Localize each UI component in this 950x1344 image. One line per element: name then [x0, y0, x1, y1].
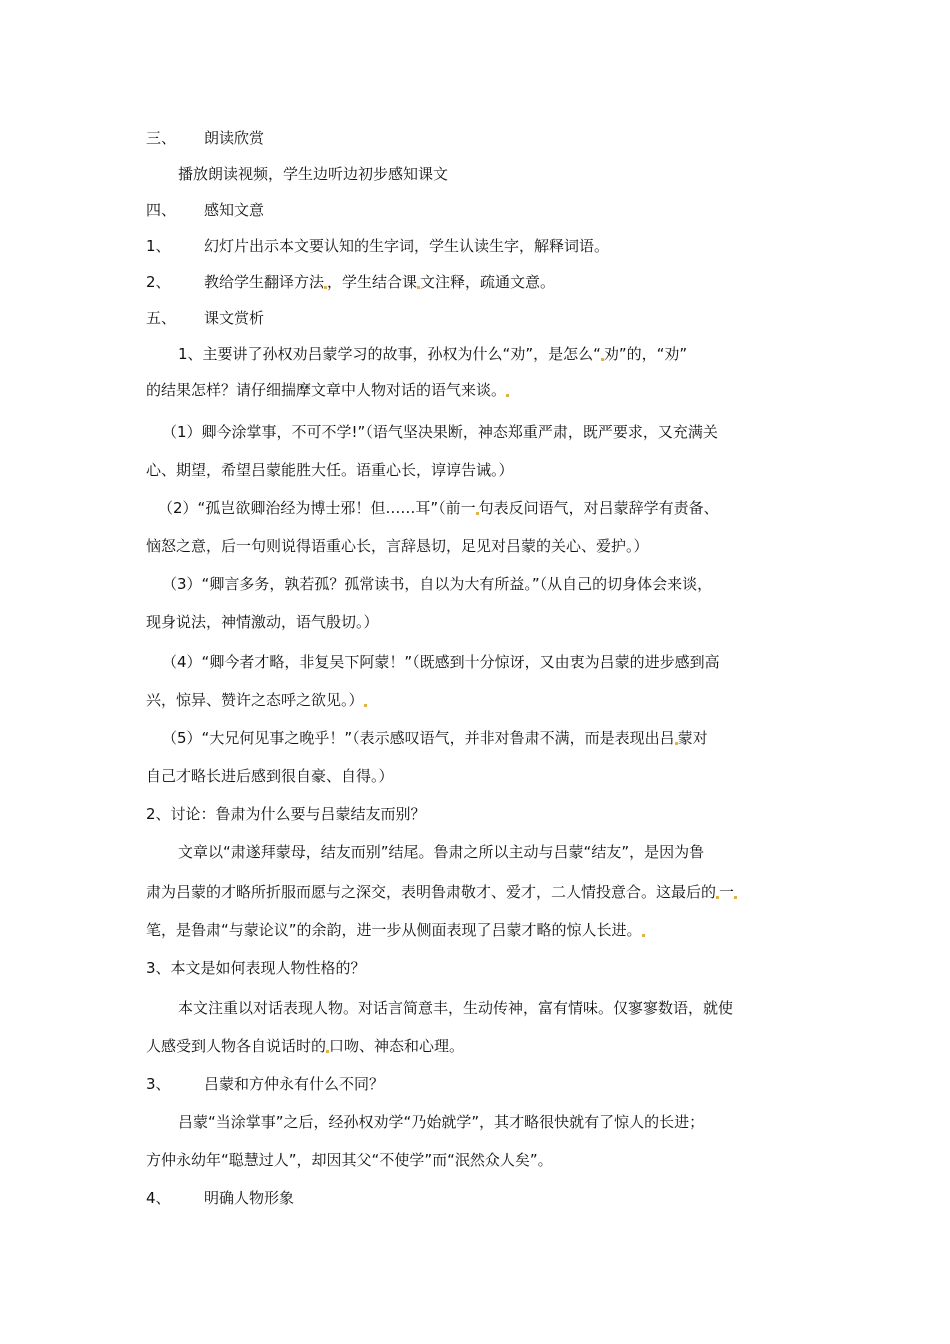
dialogue-analysis: （2）“孤岂欲卿治经为博士邪！但……耳”（前一 句表反问语气，对吕蒙辞学有责备、 — [158, 499, 719, 517]
paragraph: 本文注重以对话表现人物。对话言简意丰，生动传神，富有情味。仅寥寥数语，就使 — [178, 999, 734, 1017]
dialogue-analysis: （3）“卿言多务，孰若孤？孤常读书，自以为大有所益。”（从自己的切身体会来谈， — [162, 575, 713, 593]
dialogue-analysis: （1）卿今涂掌事，不可不学!”（语气坚决果断，神态郑重严肃，既严要求，又充满关 — [162, 423, 718, 441]
paragraph: 文章以“肃遂拜蒙母，结友而别”结尾。鲁肃之所以主动与吕蒙“结友”，是因为鲁 — [178, 843, 705, 861]
dialogue-analysis: 现身说法，神情激动，语气殷切。） — [146, 613, 379, 631]
marker-dot — [734, 896, 737, 899]
marker-dot — [506, 394, 509, 397]
question-heading: 3、 吕蒙和方仲永有什么不同？ — [146, 1075, 385, 1093]
question-heading: 2、讨论：鲁肃为什么要与吕蒙结友而别？ — [146, 805, 426, 823]
section-heading-4: 四、 感知文意 — [146, 201, 265, 219]
list-item: 2、 教给学生翻译方法 ，学生结合课 文注释，疏通文意。 — [146, 273, 556, 291]
paragraph: 的结果怎样？请仔细揣摩文章中人物对话的语气来谈。 — [146, 380, 509, 400]
paragraph: 方仲永幼年“聪慧过人”，却因其父“不使学”而“泯然众人矣”。 — [146, 1151, 553, 1169]
dialogue-analysis: 心、期望，希望吕蒙能胜大任。语重心长，谆谆告诫。） — [146, 461, 514, 479]
dialogue-analysis: 自己才略长进后感到很自豪、自得。） — [146, 767, 394, 785]
paragraph: 肃为吕蒙的才略所折服而愿与之深交，表明鲁肃敬才、爱才，二人情投意合。这最后的 一 — [146, 882, 737, 902]
marker-dot — [642, 934, 645, 937]
section-heading-5: 五、 课文赏析 — [146, 309, 265, 327]
paragraph: 吕蒙“当涂掌事”之后，经孙权劝学“乃始就学”，其才略很快就有了惊人的长进； — [178, 1113, 705, 1131]
section-heading-3: 三、 朗读欣赏 — [146, 129, 265, 147]
question-heading: 3、本文是如何表现人物性格的？ — [146, 959, 366, 977]
marker-dot — [364, 704, 367, 707]
dialogue-analysis: 恼怒之意，后一句则说得语重心长，言辞恳切，足见对吕蒙的关心、爱护。） — [146, 537, 649, 555]
paragraph: 笔，是鲁肃“与蒙论议”的余韵，进一步从侧面表现了吕蒙才略的惊人长进。 — [146, 920, 645, 940]
question-heading: 4、 明确人物形象 — [146, 1189, 295, 1207]
dialogue-analysis: （5）“大兄何见事之晚乎！”（表示感叹语气，并非对鲁肃不满，而是表现出吕 蒙对 — [162, 729, 708, 747]
dialogue-analysis: 兴，惊异、赞许之态呼之欲见。） — [146, 690, 367, 710]
paragraph: 人感受到人物各自说话时的 口吻、神态和心理。 — [146, 1037, 465, 1055]
paragraph: 播放朗读视频，学生边听边初步感知课文 — [178, 165, 449, 183]
paragraph: 1、主要讲了孙权劝吕蒙学习的故事，孙权为什么“劝”，是怎么“ 劝”的，“劝” — [178, 345, 688, 363]
dialogue-analysis: （4）“卿今者才略，非复吴下阿蒙！”（既感到十分惊讶，又由衷为吕蒙的进步感到高 — [162, 653, 720, 671]
list-item: 1、 幻灯片出示本文要认知的生字词，学生认读生字，解释词语。 — [146, 237, 610, 255]
